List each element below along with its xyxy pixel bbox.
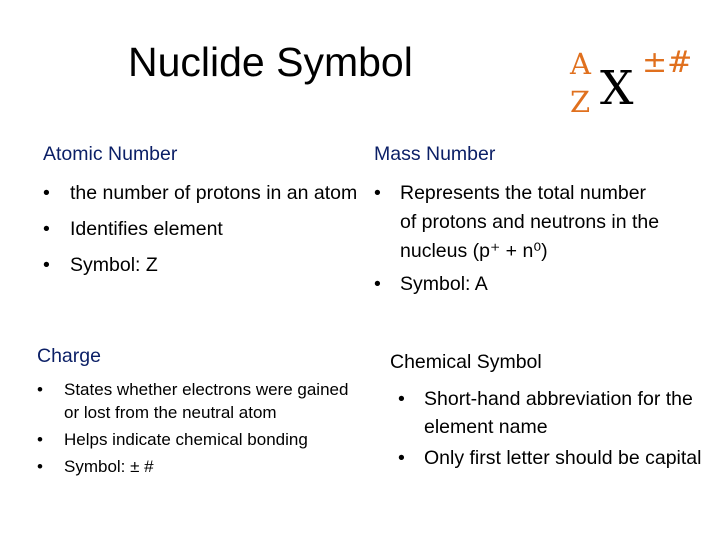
nuclide-symbol-graphic xyxy=(565,40,693,130)
mass-number-letter: A xyxy=(570,47,591,81)
slide-title: Nuclide Symbol xyxy=(128,39,413,85)
list-item: • Represents the total number of protons and neutrons in the nucleus (p⁺ + n⁰) xyxy=(374,179,664,266)
mass-number-heading: Mass Number xyxy=(374,143,496,165)
atomic-number-letter: Z xyxy=(570,85,591,119)
list-item: • Symbol: ± # xyxy=(37,455,367,478)
mass-number-list xyxy=(374,179,664,303)
list-item: • Identifies element xyxy=(43,215,361,243)
list-item: • Only first letter should be capital xyxy=(398,445,708,473)
chemical-symbol-list xyxy=(398,386,708,477)
charge-heading: Charge xyxy=(37,345,101,367)
list-item: • Short-hand abbreviation for the element name xyxy=(398,386,708,441)
list-item: • Helps indicate chemical bonding xyxy=(37,428,367,451)
list-item: • Symbol: Z xyxy=(43,251,361,279)
atomic-number-heading: Atomic Number xyxy=(43,143,178,165)
charge-list xyxy=(37,378,367,482)
element-letter: X xyxy=(600,61,634,116)
chemical-symbol-heading: Chemical Symbol xyxy=(390,351,542,373)
list-item: • the number of protons in an atom xyxy=(43,179,361,207)
atomic-number-list xyxy=(43,179,361,287)
list-item: • Symbol: A xyxy=(374,270,664,299)
charge-symbol: ±# xyxy=(642,45,693,80)
list-item: • States whether electrons were gained or lost from the neutral atom xyxy=(37,378,367,424)
